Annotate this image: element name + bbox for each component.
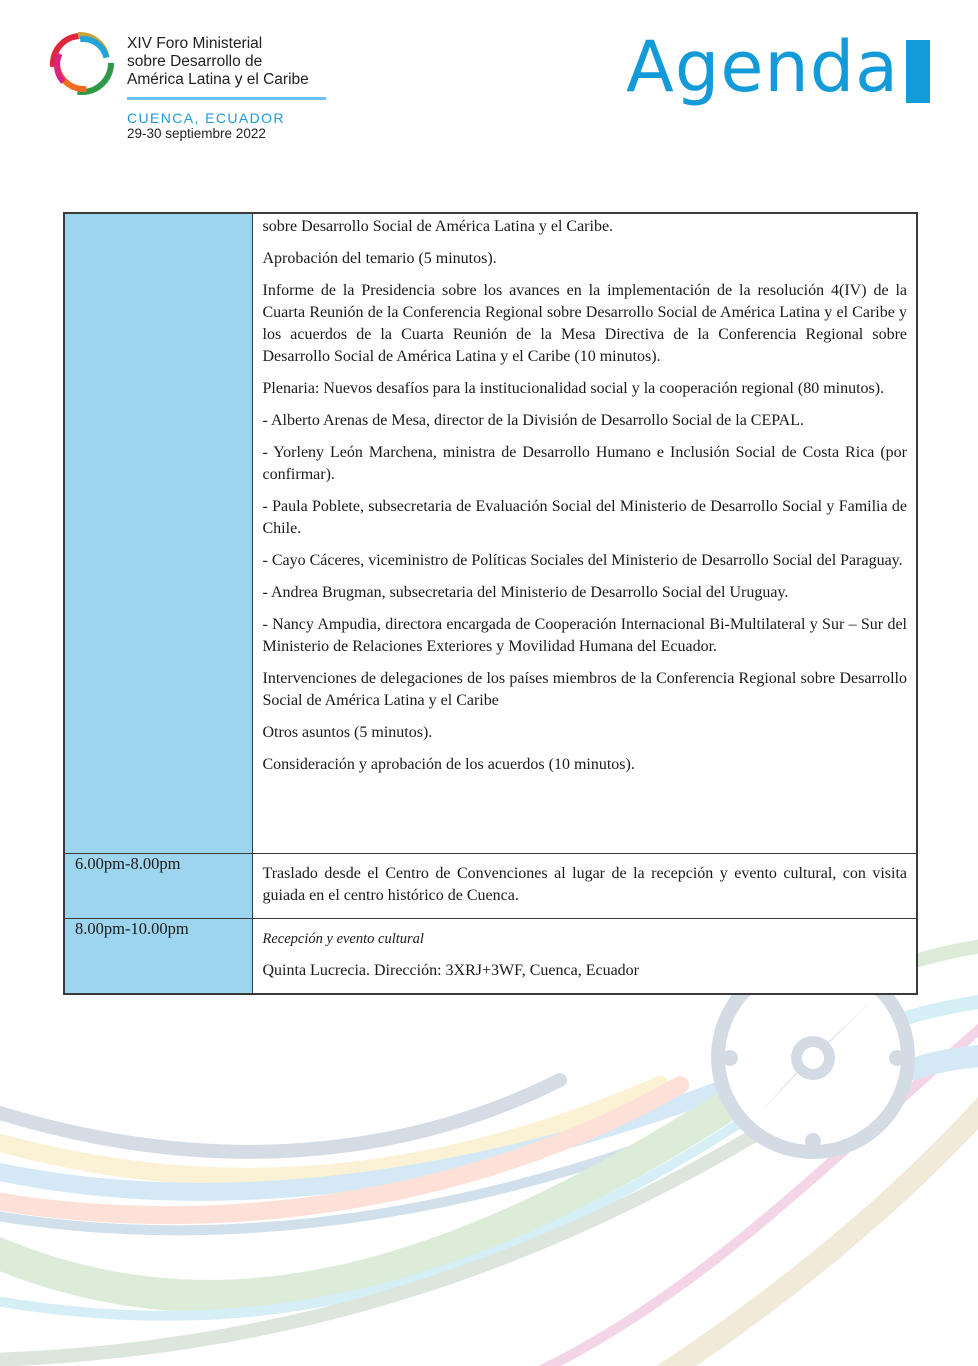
table-row [64,213,917,853]
time-cell: 6.00pm-8.00pm [64,853,252,918]
page-title: Agenda [626,26,900,108]
content-cell [252,213,917,853]
ribbon-top-blue [900,1000,978,1020]
agenda-item-heading: Recepción y evento cultural [262,930,424,947]
agenda-item: Otros asuntos (5 minutos). [262,724,433,741]
agenda-item: Aprobación del temario (5 minutos). [262,250,497,267]
agenda-item: Consideración y aprobación de los acuerdos (10 minutos). [262,756,635,773]
agenda-item: Plenaria: Nuevos desafíos para la institucionalidad social y la cooperación regional (80 minutos). [262,380,885,397]
agenda-item: Quinta Lucrecia. Dirección: 3XRJ+3WF, Cuenca, Ecuador [262,961,639,979]
agenda-item: - Paula Poblete, subsecretaria de Evaluación Social del Ministerio de Desarrollo Social y Familia de Chile. [262,498,907,537]
content-cell [252,918,917,994]
table-row [64,853,917,918]
forum-title-line: sobre Desarrollo de [127,53,263,70]
page-header [0,0,978,170]
table-row [64,918,917,994]
agenda-item: - Yorleny León Marchena, ministra de Desarrollo Humano e Inclusión Social de Costa Rica (por confirmar). [262,444,907,483]
agenda-item: sobre Desarrollo Social de América Latina y el Caribe. [262,218,614,235]
agenda-table [63,212,918,995]
content-cell [252,853,917,918]
agenda-item: - Nancy Ampudia, directora encargada de Cooperación Internacional Bi-Multilateral y Sur – Sur del Ministerio de Relaciones Exteriores y Movilidad Humana del Ecuador. [262,616,907,655]
event-dates: 29-30 septiembre 2022 [127,126,266,141]
agenda-item: Traslado desde el Centro de Convenciones al lugar de la recepción y evento cultural, con visita guiada en el centro histórico de Cuenca. [262,864,907,904]
time-cell [64,213,252,853]
agenda-item: - Alberto Arenas de Mesa, director de la División de Desarrollo Social de la CEPAL. [262,412,804,429]
forum-title [127,35,309,89]
title-accent-bar [906,40,930,103]
event-location: CUENCA, ECUADOR [127,110,285,126]
ribbon-top-lightblue [910,1055,978,1070]
forum-title-line: América Latina y el Caribe [127,71,309,88]
agenda-item: Intervenciones de delegaciones de los países miembros de la Conferencia Regional sobre Desarrollo Social de América Latina y el Caribe [262,670,907,709]
agenda-item: - Andrea Brugman, subsecretaria del Ministerio de Desarrollo Social del Uruguay. [262,584,789,601]
forum-logo-icon [46,27,118,99]
time-cell: 8.00pm-10.00pm [64,918,252,994]
forum-title-line: XIV Foro Ministerial [127,35,263,52]
agenda-item: Informe de la Presidencia sobre los avances en la implementación de la resolución 4(IV) de la Cuarta Reunión de la Conferencia Regional sobre Desarrollo Social de América Latina y el Caribe y los acuerdos de la Cuarta Reunión de la Mesa Directiva de la Conferencia Regional sobre Desarrollo Social de América Latina y el Caribe (10 minutos). [262,282,907,365]
header-divider [127,97,326,100]
agenda-item: - Cayo Cáceres, viceministro de Políticas Sociales del Ministerio de Desarrollo Social del Paraguay. [262,552,903,569]
